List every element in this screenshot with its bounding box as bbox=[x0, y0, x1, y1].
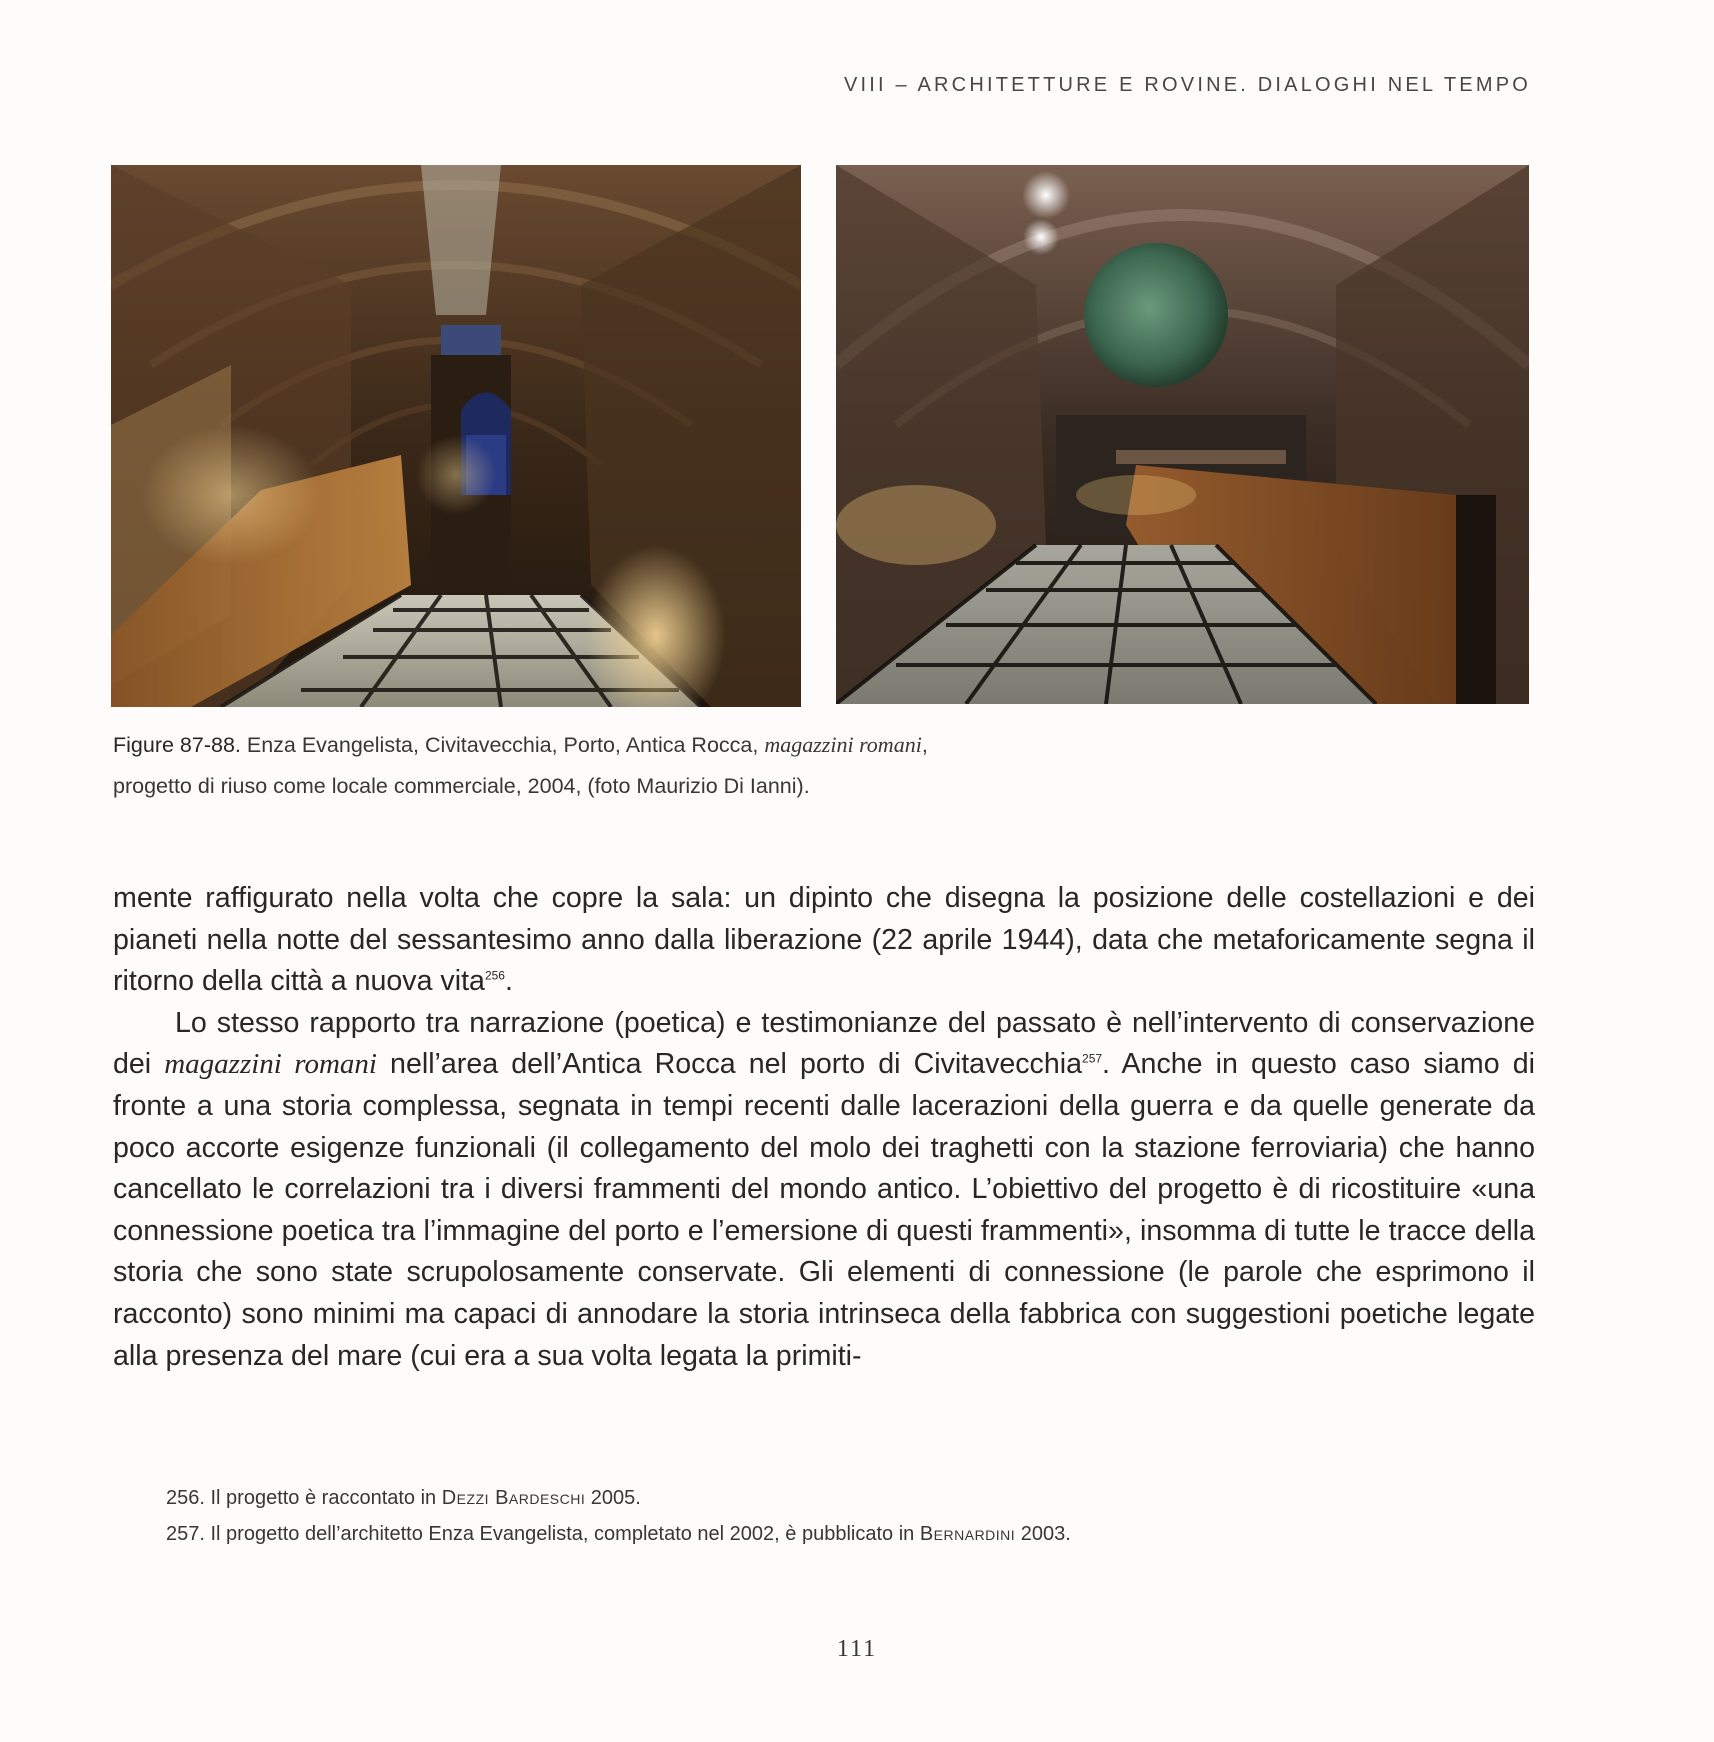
caption-line-2: progetto di riuso come locale commerciale, 2004, (foto Maurizio Di Ianni). bbox=[113, 774, 810, 798]
paragraph-2-text-c: . Anche in questo caso siamo di fronte a una storia complessa, segnata in tempi recenti dalle lacerazioni della guerra e da quelle generate da poco accorte esigenze funzionali (il collegamento del molo dei traghetti con la stazione ferroviaria) che hanno cancellato le correlazioni tra i diversi frammenti del mondo antico. L’obiettivo del progetto è di ricostituire «una connessione poetica tra l’immagine del porto e l’emersione di questi frammenti», insomma di tutte le tracce della storia che sono state scrupolosamente conservate. Gli elementi di connessione (le parole che esprimono il racconto) sono minimi ma capaci di annodare la storia intrinseca della fabbrica con suggestioni poetiche legate alla presenza del mare (cui era a sua volta legata la primiti- bbox=[113, 1048, 1535, 1372]
figure-88-photo bbox=[836, 165, 1529, 704]
page-number: 111 bbox=[836, 1636, 878, 1662]
paragraph-2 bbox=[113, 1003, 1535, 1377]
paragraph-2-text-a: Lo stesso rapporto tra narrazione (poetica) e testimonianze del passato è nell’intervento di conservazione dei bbox=[113, 1006, 1535, 1081]
paragraph-1-text: mente raffigurato nella volta che copre la sala: un dipinto che disegna la posizione delle costellazioni e dei pianeti nella notte del sessantesimo anno dalla liberazione (22 aprile 1944), data che metaforicamente segna il ritorno della città a nuova vita bbox=[113, 882, 1535, 998]
footnote-257-year: 2003. bbox=[1015, 1523, 1071, 1545]
footnote-256-author: Dezzi Bardeschi bbox=[441, 1487, 586, 1509]
caption-text-1: Enza Evangelista, Civitavecchia, Porto, Antica Rocca, bbox=[240, 733, 765, 757]
corridor-illustration bbox=[111, 165, 801, 707]
paragraph-1 bbox=[113, 878, 1535, 1003]
figure-87-photo bbox=[111, 165, 801, 707]
paragraph-1-end: . bbox=[504, 965, 513, 998]
caption-text-2: , bbox=[921, 733, 928, 757]
footnote-256-text: 256. Il progetto è raccontato in bbox=[166, 1487, 442, 1509]
caption-line-1 bbox=[113, 724, 1413, 766]
running-header: VIII – ARCHITETTURE E ROVINE. DIALOGHI NEL TEMPO bbox=[843, 74, 1531, 96]
footnote-ref-256: 256 bbox=[484, 968, 505, 983]
footnote-256-year: 2005. bbox=[585, 1487, 641, 1509]
footnote-ref-257: 257 bbox=[1082, 1051, 1103, 1066]
footnote-257-text: 257. Il progetto dell’architetto Enza Evangelista, completato nel 2002, è pubblicato in bbox=[166, 1523, 920, 1545]
footnote-257-author: Bernardini bbox=[919, 1523, 1016, 1545]
body-text bbox=[113, 878, 1535, 1377]
paragraph-2-text-b: nell’area dell’Antica Rocca nel porto di Civitavecchia bbox=[376, 1048, 1083, 1081]
footnotes bbox=[166, 1480, 1526, 1552]
figure-caption bbox=[113, 724, 1413, 807]
figure-label: Figure 87-88. bbox=[113, 733, 241, 757]
vault-illustration bbox=[836, 165, 1529, 704]
paragraph-2-italic: magazzini romani bbox=[164, 1048, 377, 1081]
footnote-256 bbox=[166, 1480, 1526, 1516]
footnote-257 bbox=[166, 1516, 1526, 1552]
caption-italic: magazzini romani bbox=[764, 732, 922, 757]
